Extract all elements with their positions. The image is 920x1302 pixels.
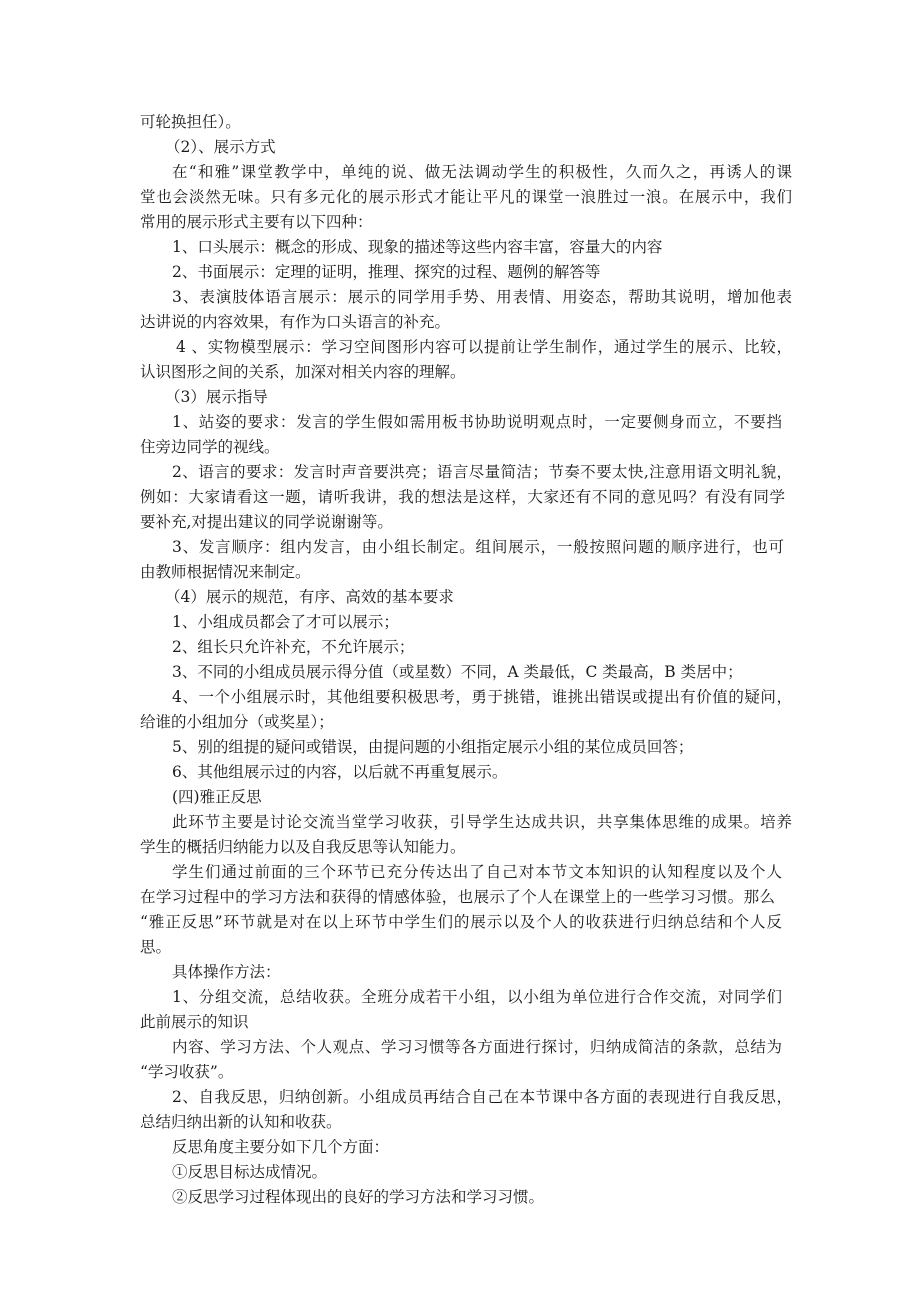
text-line: 在“和雅”课堂教学中，单纯的说、做无法调动学生的积极性，久而久之，再诱人的课 (172, 163, 792, 181)
text-line: 给谁的小组加分（或奖星）； (140, 713, 334, 731)
text-line: 内容、学习方法、个人观点、学习习惯等各方面进行探讨，归纳成简洁的条款，总结为 (172, 1038, 782, 1056)
list-item: 6、其他组展示过的内容，以后就不再重复展示。 (172, 763, 508, 781)
text-line: 反思角度主要分如下几个方面： (172, 1138, 390, 1156)
section-heading: （2）、展示方式 (165, 138, 276, 156)
text-line: 思。 (140, 938, 172, 956)
text-line: 堂也会淡然无味。只有多元化的展示形式才能让平凡的课堂一浪胜过一浪。在展示中，我们 (140, 188, 792, 206)
text-line: 由教师根据情况来制定。 (140, 563, 311, 581)
text-line: 常用的展示形式主要有以下四种： (140, 213, 373, 231)
text-line: 学生们通过前面的三个环节已充分传达出了自己对本节文本知识的认知程度以及个人 (172, 863, 782, 881)
text-line: 3、发言顺序：组内发言，由小组长制定。组间展示，一般按照问题的顺序进行，也可 (172, 538, 784, 556)
text-line: 认识图形之间的关系，加深对相关内容的理解。 (140, 363, 466, 381)
text-line: 此前展示的知识 (140, 1013, 249, 1031)
text-line: 住旁边同学的视线。 (140, 438, 280, 456)
text-line: 1、站姿的要求：发言的学生假如需用板书协助说明观点时，一定要侧身而立，不要挡 (172, 413, 782, 431)
list-item: 5、别的组提的疑问或错误，由提问题的小组指定展示小组的某位成员回答； (172, 738, 694, 756)
text-line: 在学习过程中的学习方法和获得的情感体验，也展示了个人在课堂上的一些学习习惯。那么 (140, 888, 775, 906)
list-item: 1、小组成员都会了才可以展示； (172, 613, 399, 631)
list-item: 2、组长只允许补充，不允许展示； (172, 638, 415, 656)
section-heading: （3）展示指导 (165, 388, 268, 406)
text-line: 3、表演肢体语言展示：展示的同学用手势、用表情、用姿态，帮助其说明，增加他表 (172, 288, 792, 306)
text-line: 可轮换担任）。 (140, 113, 241, 131)
list-item: 2、自我反思，归纳创新。小组成员再结合自己在本节课中各方面的表现进行自我反思， (172, 1088, 792, 1106)
list-item: ②反思学习过程体现出的良好的学习方法和学习习惯。 (172, 1188, 545, 1206)
text-line: 1、口头展示：概念的形成、现象的描述等这些内容丰富，容量大的内容 (172, 238, 663, 256)
text-line: 达讲说的内容效果，有作为口头语言的补充。 (140, 313, 451, 331)
text-line: “学习收获”。 (140, 1063, 234, 1081)
text-line: 要补充,对提出建议的同学说谢谢等。 (140, 513, 393, 531)
text-line: 总结归纳出新的认知和收获。 (140, 1113, 342, 1131)
list-item: ①反思目标达成情况。 (172, 1163, 328, 1181)
list-item: 4、一个小组展示时，其他组要积极思考，勇于挑错，谁挑出错误或提出有价值的疑问， (172, 688, 792, 706)
list-item: 1、分组交流，总结收获。全班分成若干小组，以小组为单位进行合作交流，对同学们 (172, 988, 782, 1006)
text-line: “雅正反思”环节就是对在以上环节中学生们的展示以及个人的收获进行归纳总结和个人反 (140, 913, 782, 931)
text-line: 此环节主要是讨论交流当堂学习收获，引导学生达成共识，共享集体思维的成果。培养 (172, 813, 792, 831)
text-line: 例如：大家请看这一题，请听我讲，我的想法是这样，大家还有不同的意见吗？有没有同学 (140, 488, 785, 506)
text-line: 学生的概括归纳能力以及自我反思等认知能力。 (140, 838, 466, 856)
section-heading: (四)雅正反思 (172, 788, 262, 806)
text-line: 2、语言的要求：发言时声音要洪亮；语言尽量简洁；节奏不要太快,注意用语文明礼貌， (172, 463, 792, 481)
text-line: 具体操作方法： (172, 963, 281, 981)
text-line: 2、书面展示：定理的证明，推理、探究的过程、题例的解答等 (172, 263, 601, 281)
text-line: 4 、实物模型展示：学习空间图形内容可以提前让学生制作，通过学生的展示、比较， (176, 338, 792, 356)
section-heading: （4）展示的规范，有序、高效的基本要求 (165, 588, 454, 606)
list-item: 3、不同的小组成员展示得分值（或星数）不同，A 类最低，C 类最高，B 类居中； (172, 663, 743, 681)
